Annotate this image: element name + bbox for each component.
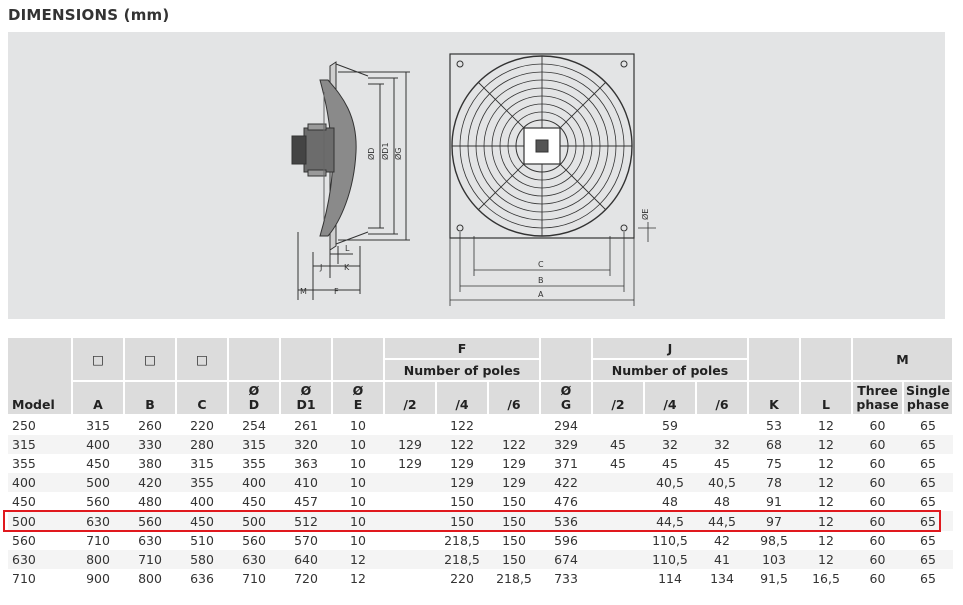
table-cell: 150 (502, 532, 526, 548)
dim-label-k: K (344, 263, 350, 272)
dim-label-l: L (345, 244, 350, 253)
square-diameter-icon: □ (92, 351, 104, 367)
dim-label-d: ØD (367, 147, 376, 160)
table-cell: 129 (450, 456, 474, 472)
table-cell: 476 (554, 494, 578, 510)
col-header-b: B (124, 381, 176, 415)
table-cell: 450 (242, 494, 266, 510)
table-cell: 110,5 (652, 551, 688, 567)
table-cell: 12 (818, 551, 834, 567)
table-cell: 65 (920, 570, 936, 586)
dim-label-g: ØG (394, 147, 403, 160)
group-header-f: F (384, 338, 540, 359)
table-cell: 220 (190, 418, 214, 434)
table-cell: 480 (138, 494, 162, 510)
col-header-blank (748, 338, 800, 381)
table-cell: 10 (350, 513, 366, 529)
table-cell: 65 (920, 456, 936, 472)
table-cell: 103 (762, 551, 786, 567)
table-cell: 371 (554, 456, 578, 472)
col-header-blank (228, 338, 280, 381)
table-cell: 560 (242, 532, 266, 548)
table-cell: 315 (190, 456, 214, 472)
table-cell: 380 (138, 456, 162, 472)
table-cell (696, 415, 748, 435)
table-row (8, 415, 953, 435)
table-cell-model: 560 (12, 532, 36, 548)
table-cell: 60 (869, 532, 886, 548)
table-cell: 674 (554, 551, 578, 567)
table-cell: 10 (350, 532, 366, 548)
table-row (8, 435, 953, 454)
col-header-l: L (800, 381, 852, 415)
col-header-model: Model (8, 338, 72, 415)
table-cell (592, 492, 644, 511)
table-cell: 10 (350, 494, 366, 510)
group-header-m: M (852, 338, 953, 381)
table-row (8, 511, 953, 530)
col-header-single-phase: Single phase (903, 381, 953, 415)
fan-front-view (450, 54, 656, 306)
table-cell: 733 (554, 570, 578, 586)
table-cell: 32 (714, 437, 730, 453)
table-body (8, 415, 953, 588)
table-cell: 400 (86, 437, 110, 453)
table-cell: 580 (190, 551, 214, 567)
table-cell: 44,5 (708, 513, 736, 529)
table-cell (384, 473, 436, 492)
dim-label-j: J (320, 263, 323, 272)
table-cell: 720 (294, 570, 318, 586)
table-cell: 114 (658, 570, 682, 586)
table-cell (592, 415, 644, 435)
table-cell: 122 (502, 437, 526, 453)
table-cell: 560 (138, 513, 162, 529)
table-cell: 12 (818, 418, 834, 434)
table-cell-model: 500 (12, 513, 36, 529)
col-header-j-p6: /6 (696, 381, 748, 415)
table-cell: 91,5 (760, 570, 788, 586)
table-cell: 261 (294, 418, 318, 434)
table-cell: 40,5 (656, 475, 684, 491)
col-header-g: Ø G (540, 381, 592, 415)
col-header-a-sym (72, 338, 124, 381)
table-cell: 710 (138, 551, 162, 567)
table-cell: 12 (818, 456, 834, 472)
table-cell: 65 (920, 551, 936, 567)
table-cell: 218,5 (444, 551, 480, 567)
table-cell: 129 (398, 437, 422, 453)
table-cell: 60 (869, 456, 886, 472)
table-cell: 129 (398, 456, 422, 472)
table-cell: 12 (818, 494, 834, 510)
table-cell: 122 (450, 437, 474, 453)
table-cell: 355 (242, 456, 266, 472)
col-header-b-sym (124, 338, 176, 381)
page-title: DIMENSIONS (mm) (8, 6, 170, 24)
table-cell: 98,5 (760, 532, 788, 548)
table-cell (488, 415, 540, 435)
table-row (8, 550, 953, 569)
table-cell: 65 (920, 513, 936, 529)
table-cell: 329 (554, 437, 578, 453)
table-cell: 10 (350, 456, 366, 472)
group-header-j: J (592, 338, 748, 359)
table-cell: 800 (138, 570, 162, 586)
col-header-blank (800, 338, 852, 381)
table-cell: 422 (554, 475, 578, 491)
table-cell: 500 (86, 475, 110, 491)
table-cell: 294 (554, 418, 578, 434)
table-cell: 630 (242, 551, 266, 567)
table-cell: 630 (86, 513, 110, 529)
fan-side-view (292, 62, 410, 300)
table-cell: 315 (242, 437, 266, 453)
table-row (8, 492, 953, 511)
dim-label-f: F (334, 287, 339, 296)
table-cell: 91 (766, 494, 782, 510)
table-cell-model: 400 (12, 475, 36, 491)
table-cell: 218,5 (444, 532, 480, 548)
table-cell: 48 (662, 494, 678, 510)
table-cell: 45 (662, 456, 678, 472)
table-cell: 59 (662, 418, 678, 434)
table-cell: 320 (294, 437, 318, 453)
table-cell: 122 (450, 418, 474, 434)
table-cell: 410 (294, 475, 318, 491)
table-cell: 220 (450, 570, 474, 586)
table-cell: 60 (869, 475, 886, 491)
table-cell: 12 (818, 437, 834, 453)
table-cell: 150 (450, 494, 474, 510)
j-poles-header: Number of poles (592, 359, 748, 381)
table-cell: 570 (294, 532, 318, 548)
col-header-blank (280, 338, 332, 381)
table-cell: 42 (714, 532, 730, 548)
table-cell: 32 (662, 437, 678, 453)
table-cell: 450 (190, 513, 214, 529)
dim-label-b: B (538, 276, 544, 285)
table-cell: 10 (350, 437, 366, 453)
table-cell (384, 550, 436, 569)
col-header-f-p2: /2 (384, 381, 436, 415)
table-cell: 44,5 (656, 513, 684, 529)
table-cell: 45 (610, 437, 626, 453)
table-cell: 596 (554, 532, 578, 548)
col-header-j-p2: /2 (592, 381, 644, 415)
table-cell: 330 (138, 437, 162, 453)
table-cell-model: 630 (12, 551, 36, 567)
table-cell: 254 (242, 418, 266, 434)
col-header-a: A (72, 381, 124, 415)
table-cell: 315 (86, 418, 110, 434)
table-cell: 65 (920, 494, 936, 510)
table-cell: 260 (138, 418, 162, 434)
col-header-e: Ø E (332, 381, 384, 415)
table-cell: 355 (190, 475, 214, 491)
table-cell: 75 (766, 456, 782, 472)
table-cell-model: 355 (12, 456, 36, 472)
col-header-d: Ø D (228, 381, 280, 415)
table-cell: 60 (869, 437, 886, 453)
table-cell: 12 (350, 551, 366, 567)
table-cell: 400 (190, 494, 214, 510)
table-cell: 536 (554, 513, 578, 529)
table-row (8, 531, 953, 550)
col-header-blank (332, 338, 384, 381)
table-cell: 65 (920, 475, 936, 491)
table-cell: 129 (450, 475, 474, 491)
table-cell: 10 (350, 418, 366, 434)
dimensions-table (8, 338, 954, 588)
table-cell (592, 511, 644, 530)
table-cell: 457 (294, 494, 318, 510)
table-cell: 560 (86, 494, 110, 510)
col-header-c-sym (176, 338, 228, 381)
table-cell (384, 531, 436, 550)
table-cell: 40,5 (708, 475, 736, 491)
square-diameter-icon: □ (144, 351, 156, 367)
col-header-k: K (748, 381, 800, 415)
table-cell: 150 (502, 494, 526, 510)
table-cell-model: 250 (12, 418, 36, 434)
table-cell: 900 (86, 570, 110, 586)
table-cell (592, 473, 644, 492)
table-cell: 134 (710, 570, 734, 586)
col-header-f-p6: /6 (488, 381, 540, 415)
table-cell: 150 (502, 551, 526, 567)
table-cell: 363 (294, 456, 318, 472)
table-cell: 41 (714, 551, 730, 567)
table-cell: 45 (610, 456, 626, 472)
table-cell: 636 (190, 570, 214, 586)
table-cell: 150 (502, 513, 526, 529)
table-cell: 450 (86, 456, 110, 472)
col-header-j-p4: /4 (644, 381, 696, 415)
table-cell: 150 (450, 513, 474, 529)
table-cell: 78 (766, 475, 782, 491)
col-header-f-p4: /4 (436, 381, 488, 415)
table-cell-model: 710 (12, 570, 36, 586)
table-cell: 60 (869, 494, 886, 510)
table-cell: 12 (818, 532, 834, 548)
table-cell: 12 (818, 475, 834, 491)
square-diameter-icon: □ (196, 351, 208, 367)
table-cell: 710 (242, 570, 266, 586)
table-cell (384, 492, 436, 511)
table-cell: 68 (766, 437, 782, 453)
table-cell: 12 (818, 513, 834, 529)
col-header-blank (540, 338, 592, 381)
table-cell: 800 (86, 551, 110, 567)
table-cell: 16,5 (812, 570, 840, 586)
table-cell: 48 (714, 494, 730, 510)
table-cell: 218,5 (496, 570, 532, 586)
table-cell: 280 (190, 437, 214, 453)
table-cell: 630 (138, 532, 162, 548)
table-cell: 640 (294, 551, 318, 567)
table-cell: 110,5 (652, 532, 688, 548)
table-cell-model: 450 (12, 494, 36, 510)
table-row (8, 454, 953, 473)
table-cell: 12 (350, 570, 366, 586)
table-cell: 65 (920, 532, 936, 548)
f-poles-header: Number of poles (384, 359, 540, 381)
table-row (8, 473, 953, 492)
fan-drawing-svg (8, 32, 945, 319)
table-cell (592, 569, 644, 588)
dim-label-m: M (300, 287, 307, 296)
dim-label-e: ØE (641, 208, 650, 220)
table-cell: 10 (350, 475, 366, 491)
col-header-d1: Ø D1 (280, 381, 332, 415)
table-cell: 60 (869, 513, 886, 529)
table-cell (384, 415, 436, 435)
col-header-three-phase: Three phase (852, 381, 903, 415)
table-cell: 710 (86, 532, 110, 548)
table-cell: 129 (502, 456, 526, 472)
table-cell: 60 (869, 570, 886, 586)
technical-drawing (8, 32, 945, 319)
table-cell: 97 (766, 513, 782, 529)
table-row (8, 569, 953, 588)
table-cell: 65 (920, 437, 936, 453)
table-cell (592, 531, 644, 550)
table-cell (592, 550, 644, 569)
table-cell (384, 511, 436, 530)
table-cell-model: 315 (12, 437, 36, 453)
table-cell: 500 (242, 513, 266, 529)
table-cell: 60 (869, 418, 886, 434)
dim-label-a: A (538, 290, 544, 299)
table-cell: 60 (869, 551, 886, 567)
dim-label-d1: ØD1 (381, 142, 390, 160)
col-header-c: C (176, 381, 228, 415)
table-cell: 53 (766, 418, 782, 434)
table-cell: 45 (714, 456, 730, 472)
dim-label-c: C (538, 260, 544, 269)
table-cell: 512 (294, 513, 318, 529)
table-cell: 510 (190, 532, 214, 548)
table-cell (384, 569, 436, 588)
table-cell: 400 (242, 475, 266, 491)
table-cell: 129 (502, 475, 526, 491)
table-cell: 65 (920, 418, 936, 434)
table-cell: 420 (138, 475, 162, 491)
